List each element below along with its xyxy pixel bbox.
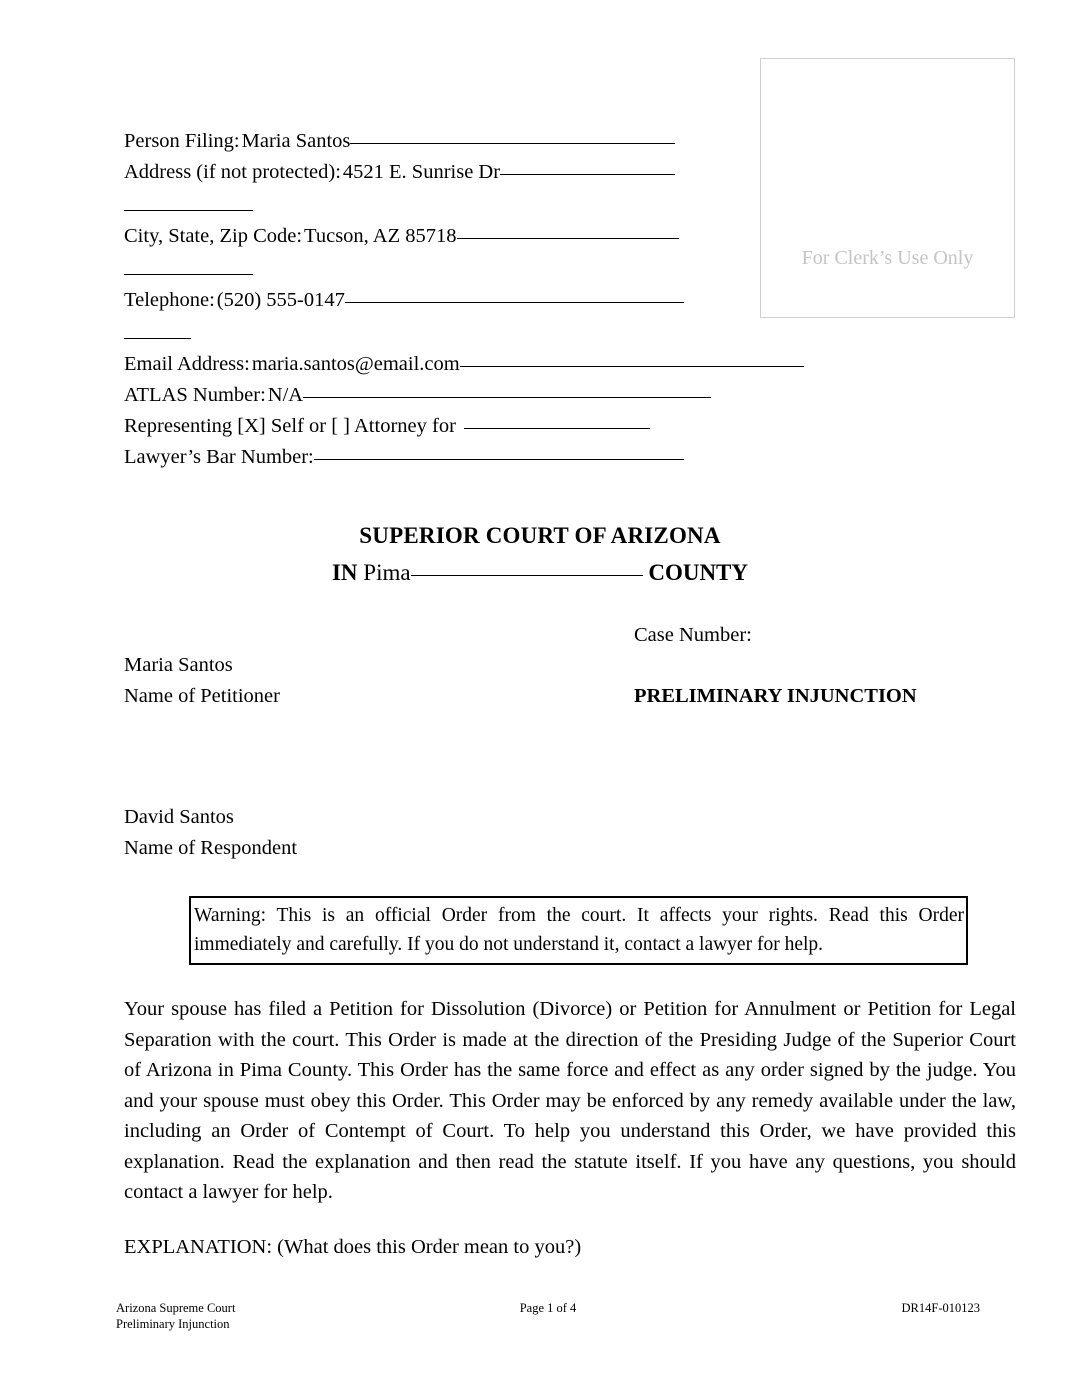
field-bar-number-rule[interactable] <box>314 459 684 460</box>
field-city-state-zip-value[interactable]: Tucson, AZ 85718 <box>304 225 457 247</box>
field-atlas-number <box>124 380 844 411</box>
field-address-rule <box>500 174 675 175</box>
document-type-title: PRELIMINARY INJUNCTION <box>634 685 917 707</box>
footer-form-number: DR14F-010123 <box>901 1301 980 1315</box>
court-in-word: IN <box>331 560 358 585</box>
field-representing-rule[interactable] <box>464 428 650 429</box>
field-city-state-zip-label: City, State, Zip Code: <box>124 225 303 247</box>
field-representing-label: Representing [X] Self or [ ] Attorney for <box>124 415 456 437</box>
field-address-value[interactable]: 4521 E. Sunrise Dr <box>342 161 501 183</box>
field-person-filing-rule <box>350 143 675 144</box>
field-telephone-rule <box>345 302 684 303</box>
footer-left-line2: Preliminary Injunction <box>116 1317 230 1331</box>
field-atlas-number-value[interactable]: N/A <box>267 384 304 406</box>
respondent-name-label: Name of Respondent <box>124 837 298 859</box>
footer-left-line1: Arizona Supreme Court <box>116 1301 236 1315</box>
field-telephone-rule-continuation <box>124 338 191 339</box>
field-address-label: Address (if not protected): <box>124 161 341 183</box>
field-person-filing <box>124 126 844 157</box>
respondent-name-value[interactable]: David Santos <box>124 806 234 828</box>
field-person-filing-label: Person Filing: <box>124 130 240 152</box>
warning-box <box>189 896 968 965</box>
field-telephone-value[interactable]: (520) 555-0147 <box>216 289 345 311</box>
clerk-use-label: For Clerk’s Use Only <box>801 247 974 269</box>
field-telephone-label: Telephone: <box>124 289 215 311</box>
field-bar-number-label: Lawyer’s Bar Number: <box>124 446 314 468</box>
field-city-state-zip-rule <box>457 238 679 239</box>
field-email-address-label: Email Address: <box>124 353 250 375</box>
footer-page-number: Page 1 of 4 <box>519 1301 577 1315</box>
warning-text: Warning: This is an official Order from the court. It affects your rights. Read this Order immediately and carefully. If you do not understand it, contact a lawyer for help. <box>194 905 964 955</box>
field-person-filing-value[interactable]: Maria Santos <box>241 130 351 152</box>
field-address <box>124 157 844 188</box>
petitioner-name-value[interactable]: Maria Santos <box>124 654 233 676</box>
filer-information-block <box>124 126 844 473</box>
court-county-word: COUNTY <box>648 560 748 585</box>
case-number-line <box>634 624 752 647</box>
field-address-rule-continuation <box>124 210 253 211</box>
court-county-value[interactable]: Pima <box>363 560 411 585</box>
field-email-address-rule <box>460 366 804 367</box>
field-atlas-number-rule <box>303 397 711 398</box>
petitioner-name-label: Name of Petitioner <box>124 685 280 707</box>
field-atlas-number-label: ATLAS Number: <box>124 384 266 406</box>
court-county-rule <box>411 575 643 576</box>
field-telephone <box>124 285 844 316</box>
field-city-state-zip <box>124 221 844 252</box>
field-email-address <box>124 349 844 380</box>
field-bar-number <box>124 442 844 473</box>
case-number-label: Case Number: <box>634 624 752 646</box>
explanation-heading: EXPLANATION: (What does this Order mean to you?) <box>124 1236 582 1258</box>
field-city-state-zip-rule-continuation <box>124 274 253 275</box>
court-county-line <box>0 560 1080 586</box>
body-paragraph: Your spouse has filed a Petition for Dissolution (Divorce) or Petition for Annulment or Petition for Legal Separation with the court. This Order is made at the direction of the Presiding Judge of the Superior Court of Arizona in Pima County. This Order has the same force and effect as any order signed by the judge. You and your spouse must obey this Order. This Order may be enforced by any remedy available under the law, including an Order of Contempt of Court. To help you understand this Order, we have provided this explanation. Read the explanation and then read the statute itself. If you have any questions, you should contact a lawyer for help. <box>124 998 1016 1203</box>
field-representing <box>124 411 844 442</box>
court-title: SUPERIOR COURT OF ARIZONA <box>359 523 721 548</box>
field-email-address-value[interactable]: maria.santos@email.com <box>251 353 460 375</box>
